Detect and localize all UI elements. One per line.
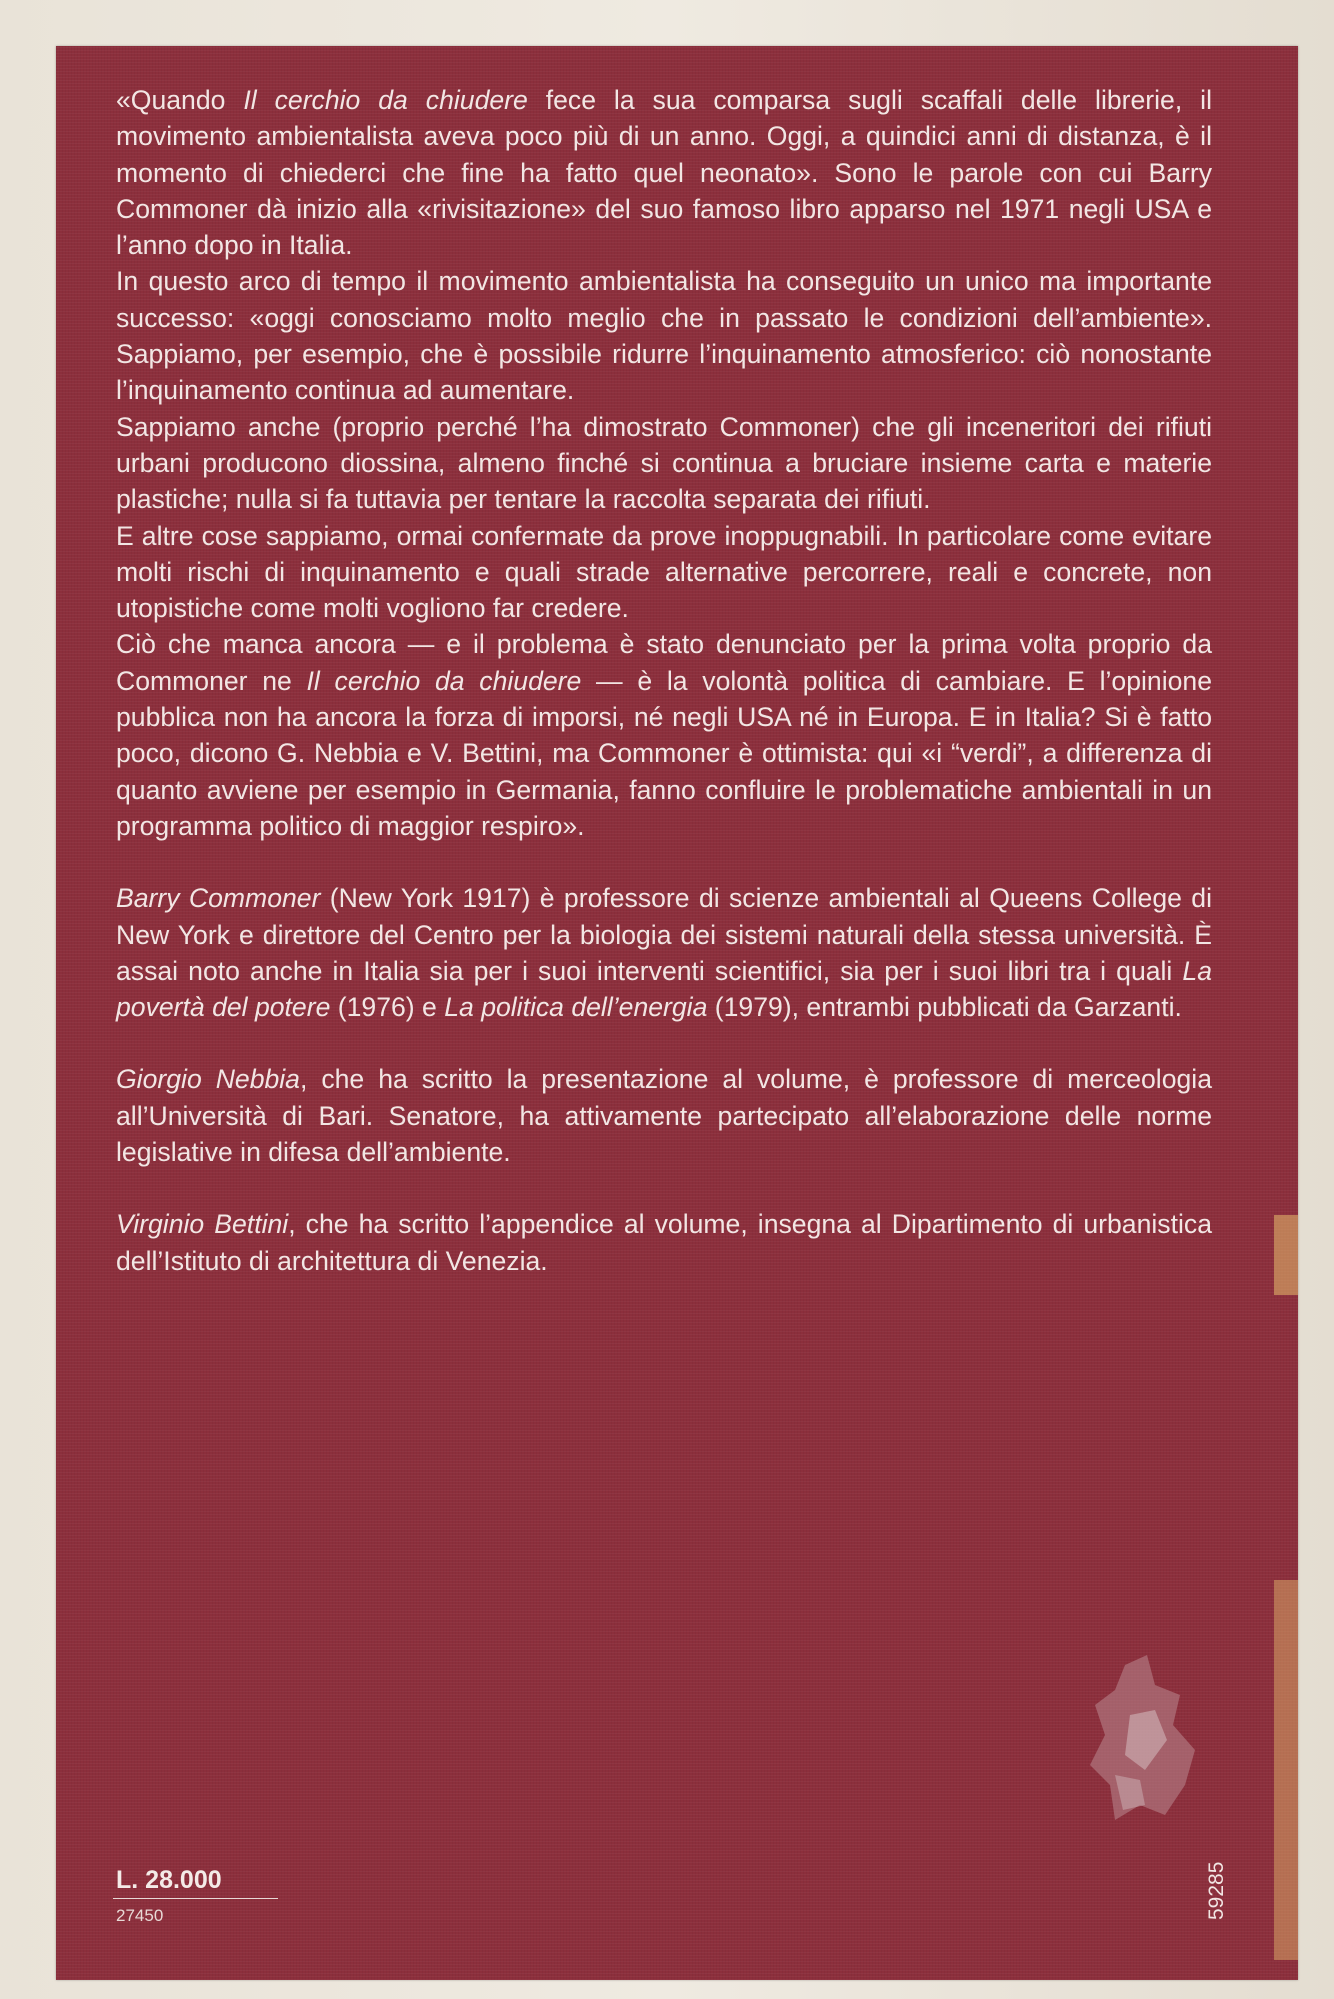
- italic-title: Il cerchio da chiudere: [243, 85, 528, 115]
- paragraph-text: , che ha scritto la presentazione al volume, è professore di merceologia all’Università di Bari. Senatore, ha attivamente partecipato all’elaborazione delle norme legislative in difesa dell’ambiente.: [116, 1064, 1212, 1168]
- paragraph-text: Sappiamo anche (proprio perché l’ha dimostrato Commoner) che gli inceneritori dei rifiuti urbani producono diossina, almeno finché si continua a bruciare insieme carta e materie plastiche; nulla si fa tuttavia per tentare la raccolta separata dei rifiuti.: [116, 411, 1212, 515]
- italic-title: Giorgio Nebbia: [116, 1064, 300, 1095]
- italic-title: La povertà del potere: [116, 955, 1212, 1023]
- blurb-paragraph: [116, 518, 1212, 627]
- catalog-code: 27450: [116, 1906, 164, 1925]
- italic-title: La politica dell’energia: [444, 992, 708, 1023]
- paragraph-text: (1976) e: [330, 992, 445, 1023]
- paragraph-text: In questo arco di tempo il movimento ambientalista ha conseguito un unico ma importante successo: «oggi conosciamo molto meglio che in passato le condizioni dell’ambiente». Sappiamo, per esempio, che è possibile ridurre l’inquinamento atmosferico: ciò nonostante l’inquinamento continua ad aumentare.: [116, 266, 1212, 406]
- paragraph-text: Ciò che manca ancora — e il problema è stato denunciato per la prima volta proprio da Commoner ne: [116, 629, 1212, 696]
- italic-title: Virginio Bettini: [116, 1209, 289, 1240]
- paragraph-text: (New York 1917) è professore di scienze ambientali al Queens College di New York e direttore del Centro per la biologia dei sistemi naturali della stessa università. È assai noto anche in Italia sia per i suoi interventi scientifici, sia per i suoi libri tra i quali: [116, 883, 1212, 986]
- paragraph-text: «Quando: [116, 85, 244, 115]
- edition-code: 59285: [1205, 1861, 1228, 1920]
- paragraph-text: , che ha scritto l’appendice al volume, insegna al Dipartimento di urbanistica dell’Istituto di architettura di Venezia.: [116, 1209, 1212, 1276]
- paragraph-text: E altre cose sappiamo, ormai confermate da prove inoppugnabili. In particolare come evitare molti rischi di inquinamento e quali strade alternative percorrere, reali e concrete, non utopistiche come molti vogliono far credere.: [116, 520, 1212, 624]
- tape-stain-top: [1274, 1215, 1298, 1295]
- cover-scuff-mark: [1085, 1655, 1205, 1825]
- blurb-text: [116, 82, 1212, 1279]
- blurb-paragraph: [116, 1206, 1212, 1279]
- blurb-paragraph: [116, 82, 1212, 263]
- blurb-paragraph: [116, 409, 1212, 518]
- paragraph-text: (1979), entrambi pubblicati da Garzanti.: [707, 992, 1182, 1023]
- blurb-paragraph: [116, 880, 1212, 1025]
- blurb-paragraph: [116, 1061, 1212, 1170]
- price-label: L. 28.000: [116, 1866, 222, 1894]
- paragraph-text: — è la volontà politica di cambiare. E l’opinione pubblica non ha ancora la forza di imporsi, né negli USA né in Europa. E in Italia? Si è fatto poco, dicono G. Nebbia e V. Bettini, ma Commoner è ottimista: qui «i “verdi”, a differenza di quanto avviene per esempio in Germania, fanno confluire le problematiche ambientali in un programma politico di maggior respiro».: [116, 665, 1212, 841]
- paragraph-text: fece la sua comparsa sugli scaffali delle librerie, il movimento ambientalista aveva poco più di un anno. Oggi, a quindici anni di distanza, è il momento di chiederci che fine ha fatto quel neonato». Sono le parole con cui Barry Commoner dà inizio alla «rivisitazione» del suo famoso libro apparso nel 1971 negli USA e l’anno dopo in Italia.: [116, 85, 1212, 261]
- blurb-paragraph: [116, 626, 1212, 844]
- italic-title: Il cerchio da chiudere: [306, 665, 582, 696]
- price-divider: [113, 1898, 278, 1899]
- italic-title: Barry Commoner: [116, 883, 321, 914]
- blurb-paragraph: [116, 263, 1212, 408]
- tape-stain-bottom: [1274, 1580, 1298, 1960]
